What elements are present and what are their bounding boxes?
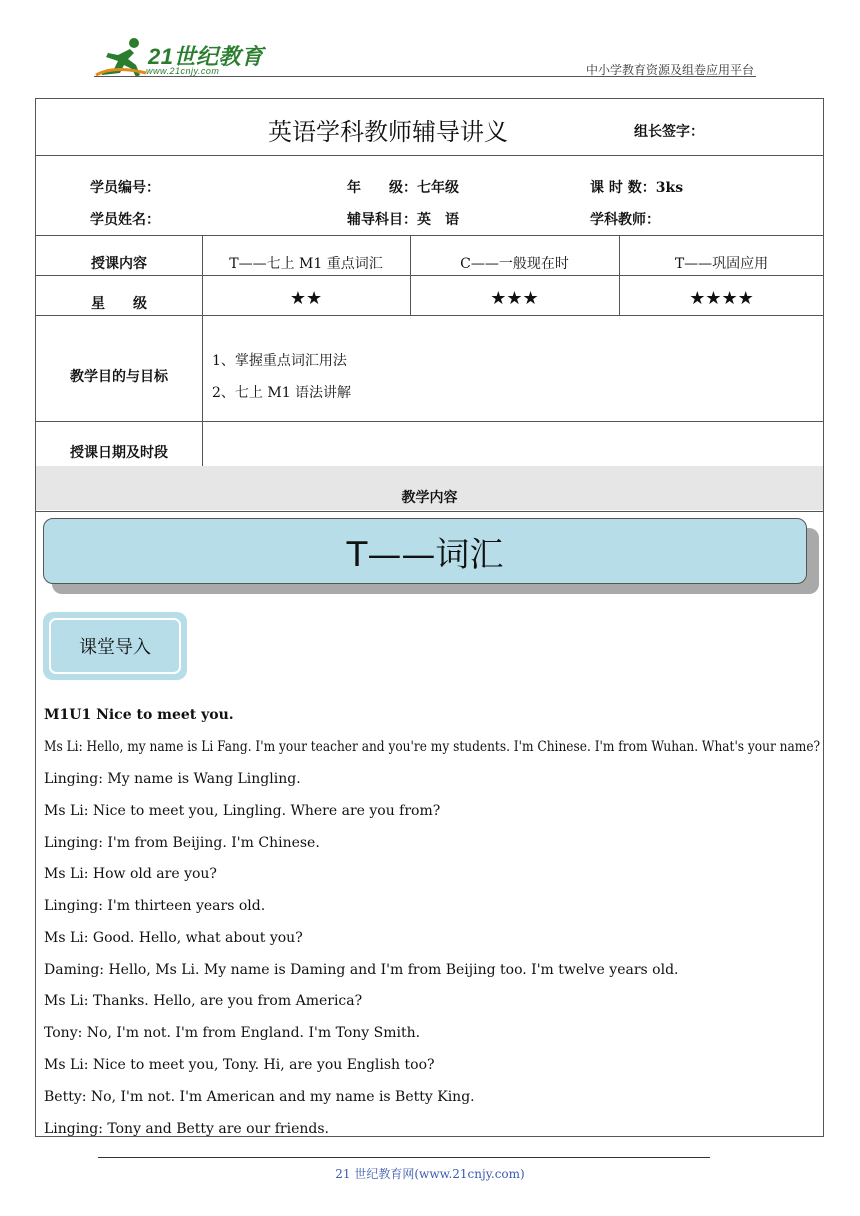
grade-label: 年 级： [347, 180, 417, 196]
divider [36, 155, 823, 156]
content-col-2: C——一般现在时 [460, 256, 569, 272]
dialogue-line: Ms Li: Good. Hello, what about you? [44, 930, 303, 946]
dialogue-line: Linging: I'm from Beijing. I'm Chinese. [44, 835, 320, 851]
dialogue-title: M1U1 Nice to meet you. [44, 707, 234, 723]
grade-field [347, 177, 459, 197]
subject-field [347, 209, 459, 229]
dialogue-line: Ms Li: Hello, my name is Li Fang. I'm your teacher and you're my students. I'm Chinese. I'm from Wuhan. What's your name? [44, 739, 821, 755]
runner-logo-icon [94, 35, 150, 79]
section-badge: 课堂导入 [49, 618, 181, 674]
divider [36, 511, 823, 512]
header-divider [94, 76, 756, 77]
teacher-label: 学科教师： [590, 212, 660, 228]
dialogue-line: Tony: No, I'm not. I'm from England. I'm Tony Smith. [44, 1025, 421, 1041]
stars-col-3: ★★★★ [689, 288, 754, 309]
footer-divider [98, 1157, 710, 1158]
document-title: 英语学科教师辅导讲义 [268, 118, 508, 146]
level-label: 星 级 [91, 296, 147, 312]
logo-text: 21世纪教育 [148, 44, 264, 69]
stars-col-2: ★★★ [490, 288, 539, 309]
subject-label: 辅导科目： [347, 212, 417, 228]
dialogue-line: Ms Li: How old are you? [44, 866, 217, 882]
student-id-label: 学员编号： [90, 180, 160, 196]
content-label: 授课内容 [91, 256, 147, 272]
divider [36, 315, 823, 316]
divider [36, 235, 823, 236]
student-name-label: 学员姓名： [90, 212, 160, 228]
dialogue-line: Linging: Tony and Betty are our friends. [44, 1121, 330, 1137]
dialogue-line: Ms Li: Nice to meet you, Lingling. Where are you from? [44, 803, 441, 819]
stars-col-1: ★★ [289, 288, 323, 309]
divider [36, 421, 823, 422]
goals-label: 教学目的与目标 [70, 369, 168, 385]
goal-item: 2、七上 M1 语法讲解 [212, 385, 352, 401]
dialogue-line: Ms Li: Nice to meet you, Tony. Hi, are you English too? [44, 1057, 435, 1073]
dialogue-line: Linging: I'm thirteen years old. [44, 898, 266, 914]
content-col-1: T——七上 M1 重点词汇 [229, 256, 383, 272]
hours-value: 3ks [655, 180, 684, 196]
footer-link[interactable]: 21 世纪教育网(www.21cnjy.com) [335, 1167, 525, 1181]
dialogue-line: Linging: My name is Wang Lingling. [44, 771, 301, 787]
platform-name: 中小学教育资源及组卷应用平台 [585, 63, 754, 77]
hours-label: 课 时 数： [590, 180, 656, 196]
content-col-3: T——巩固应用 [674, 256, 769, 272]
grade-value: 七年级 [417, 180, 459, 196]
dialogue-line: Betty: No, I'm not. I'm American and my name is Betty King. [44, 1089, 475, 1105]
logo-url: www.21cnjy.com [146, 66, 220, 76]
signature-label: 组长签字： [634, 124, 704, 140]
teaching-content-label: 教学内容 [401, 490, 458, 506]
goal-item: 1、掌握重点词汇用法 [212, 353, 347, 369]
section-banner: T——词汇 [43, 518, 807, 584]
dialogue-line: Ms Li: Thanks. Hello, are you from America? [44, 993, 363, 1009]
divider [36, 275, 823, 276]
dialogue-line: Daming: Hello, Ms Li. My name is Daming and I'm from Beijing too. I'm twelve years old. [44, 962, 679, 978]
subject-value: 英 语 [417, 212, 459, 228]
hours-field [590, 177, 683, 197]
date-label: 授课日期及时段 [70, 445, 168, 461]
